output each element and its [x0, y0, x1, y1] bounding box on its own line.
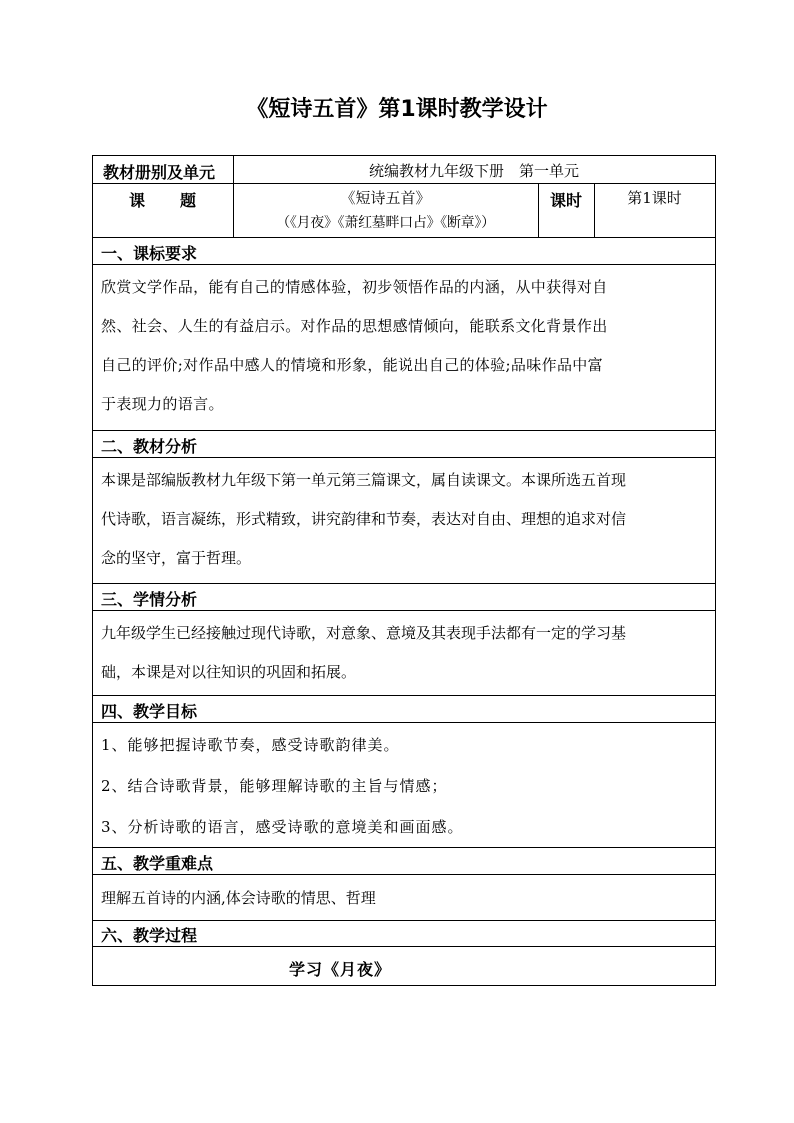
textbook-value: 统编教材九年级下册 第一单元: [368, 162, 579, 180]
row-divider: [93, 722, 715, 723]
learners-line: 础，本课是对以往知识的巩固和拓展。: [101, 663, 357, 681]
row-divider: [93, 847, 715, 848]
document-title: 《短诗五首》第1课时教学设计: [246, 97, 548, 122]
material-line: 代诗歌，语言凝练，形式精致，讲究韵律和节奏，表达对自由、理想的追求对信: [101, 510, 627, 528]
row-divider: [93, 264, 715, 265]
key-points-line: 理解五首诗的内涵,体会诗歌的情思、哲理: [101, 889, 376, 907]
period-label: 课时: [549, 191, 582, 210]
standards-line: 自己的评价;对作品中感人的情境和形象，能说出自己的体验;品味作品中富: [101, 356, 604, 374]
section-heading-key-points: 五、教学重难点: [101, 854, 214, 873]
row-divider: [93, 946, 715, 947]
row-divider: [93, 610, 715, 611]
row-divider: [93, 457, 715, 458]
row-divider: [93, 430, 715, 431]
row-divider: [93, 183, 715, 184]
objective-item: 2、结合诗歌背景，能够理解诗歌的主旨与情感；: [101, 777, 448, 795]
material-line: 本课是部编版教材九年级下第一单元第三篇课文，属自读课文。本课所选五首现: [101, 471, 627, 489]
learners-line: 九年级学生已经接触过现代诗歌，对意象、意境及其表现手法都有一定的学习基: [101, 624, 627, 642]
row-divider: [93, 237, 715, 238]
section-heading-standards: 一、课标要求: [101, 244, 198, 263]
lesson-plan-table: [92, 155, 716, 986]
section-heading-process: 六、教学过程: [101, 926, 198, 945]
objective-item: 1、能够把握诗歌节奏，感受诗歌韵律美。: [101, 736, 400, 754]
row-divider: [93, 920, 715, 921]
standards-line: 然、社会、人生的有益启示。对作品的思想感情倾向，能联系文化背景作出: [101, 317, 608, 335]
textbook-label: 教材册别及单元: [103, 163, 216, 182]
topic-label: 课 题: [129, 191, 198, 210]
process-subheading: 学习《月夜》: [289, 960, 392, 979]
row-divider: [93, 583, 715, 584]
topic-value-line1: 《短诗五首》: [340, 189, 431, 207]
standards-line: 于表现力的语言。: [101, 395, 224, 413]
topic-value-line2: （《月夜》《萧红墓畔口占》《断章》）: [276, 215, 495, 231]
section-heading-objectives: 四、教学目标: [101, 702, 198, 721]
row-divider: [93, 695, 715, 696]
row-divider: [93, 874, 715, 875]
objective-item: 3、分析诗歌的语言，感受诗歌的意境美和画面感。: [101, 818, 464, 836]
material-line: 念的坚守，富于哲理。: [101, 549, 252, 567]
section-heading-material: 二、教材分析: [101, 437, 198, 456]
period-value: 第1课时: [627, 189, 682, 207]
standards-line: 欣赏文学作品，能有自己的情感体验，初步领悟作品的内涵，从中获得对自: [101, 278, 608, 296]
section-heading-learners: 三、学情分析: [101, 590, 198, 609]
